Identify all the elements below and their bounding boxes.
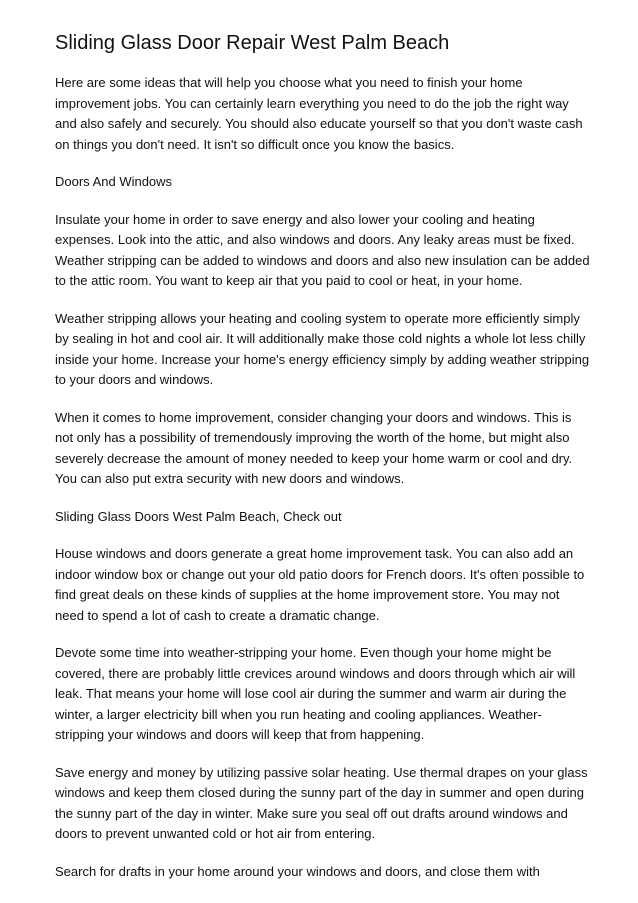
paragraph-passive-solar: Save energy and money by utilizing passive solar heating. Use thermal drapes on your glass windows and keep them closed during the sunny part of the day in summer and open during the sunny part of the day in winter. Make sure you seal off out drafts around windows and doors to prevent unwanted cold or hot air from entering. <box>55 764 588 841</box>
document-title: Sliding Glass Door Repair West Palm Beach <box>55 32 450 54</box>
paragraph-insulate: Insulate your home in order to save energy and also lower your cooling and heating expenses. Look into the attic, and also windows and doors. Any leaky areas must be fixed. Weather stripping can be added to windows and doors and also new insulation can be added to the attic room. You want to keep air that you paid to cool or heat, in your home. <box>55 211 590 288</box>
paragraph-devote-time: Devote some time into weather-stripping your home. Even though your home might be covered, there are probably little crevices around windows and doors through which air will leak. That means your home will lose cool air during the summer and warm air during the winter, a larger electricity bill when you run heating and cooling appliances. Weather-stripping your windows and doors will keep that from happening. <box>55 645 576 742</box>
document-page <box>55 30 590 882</box>
paragraph-weather-stripping: Weather stripping allows your heating and cooling system to operate more efficiently simply by sealing in hot and cool air. It will additionally make those cold nights a whole lot less chilly inside your home. Increase your home's energy efficiency simply by adding weather stripping to your doors and windows. <box>55 310 590 387</box>
paragraph-intro: Here are some ideas that will help you choose what you need to finish your home improvement jobs. You can certainly learn everything you need to do the job the right way and also safely and securely. You should also educate yourself so that you don't waste cash on things you don't need. It isn't so difficult once you know the basics. <box>55 75 583 152</box>
paragraph-house-windows: House windows and doors generate a great home improvement task. You can also add an indoor window box or change out your old patio doors for French doors. It's often possible to find great deals on these kinds of supplies at the home improvement store. You may not need to spend a lot of cash to create a dramatic change. <box>55 546 585 623</box>
paragraph-changing-doors: When it comes to home improvement, consider changing your doors and windows. This is not only has a possibility of tremendously improving the worth of the home, but might also severely decrease the amount of money needed to keep your home warm or cool and dry. You can also put extra security with new doors and windows. <box>55 409 573 486</box>
paragraph-search-drafts: Search for drafts in your home around your windows and doors, and close them with <box>55 863 540 879</box>
section-heading-sliding-glass-doors: Sliding Glass Doors West Palm Beach, Check out <box>55 508 342 524</box>
section-heading-doors-and-windows: Doors And Windows <box>55 174 173 189</box>
